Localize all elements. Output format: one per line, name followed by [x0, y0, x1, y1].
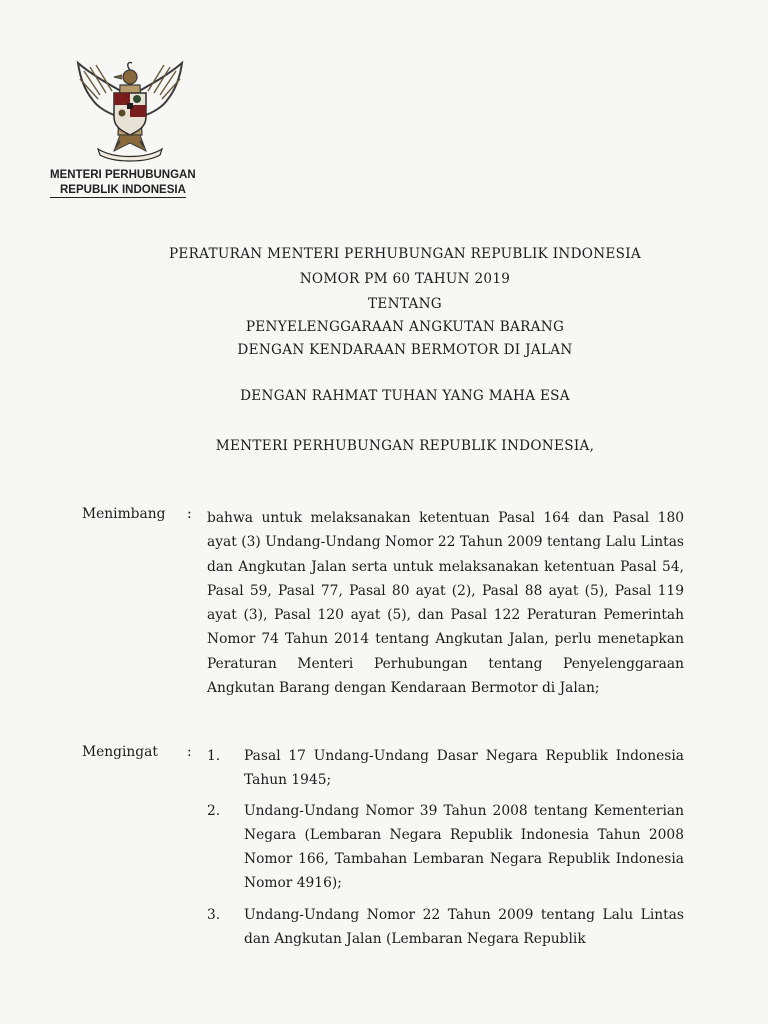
- list-item-text: Undang-Undang Nomor 39 Tahun 2008 tentang Kementerian Negara (Lembaran Negara Republik Indonesia Tahun 2008 Nomor 166, Tambahan Lembaran Negara Republik Indonesia Nomor 4916);: [244, 802, 684, 892]
- regulation-title: PERATURAN MENTERI PERHUBUNGAN REPUBLIK INDONESIA: [168, 246, 642, 262]
- mengingat-colon: :: [187, 744, 192, 760]
- menimbang-label: Menimbang: [82, 506, 166, 522]
- menimbang-colon: :: [187, 506, 192, 522]
- list-item-text: Undang-Undang Nomor 22 Tahun 2009 tentang Lalu Lintas dan Angkutan Jalan (Lembaran Negara Republik: [244, 906, 684, 948]
- garuda-pancasila-emblem: [70, 55, 190, 165]
- regulation-about: TENTANG: [368, 296, 442, 312]
- issuer-line-1: MENTERI PERHUBUNGAN: [50, 169, 196, 181]
- mengingat-list: [207, 744, 684, 951]
- minister-line: MENTERI PERHUBUNGAN REPUBLIK INDONESIA,: [215, 438, 595, 454]
- list-item-number: 1.: [207, 748, 221, 764]
- list-item-number: 2.: [207, 802, 221, 819]
- list-item: [207, 744, 684, 793]
- regulation-subject-2: DENGAN KENDARAAN BERMOTOR DI JALAN: [237, 342, 573, 358]
- emblem-icon: [70, 55, 190, 165]
- regulation-subject-1: PENYELENGGARAAN ANGKUTAN BARANG: [245, 319, 565, 335]
- list-item-text: Pasal 17 Undang-Undang Dasar Negara Republik Indonesia Tahun 1945;: [244, 748, 684, 789]
- regulation-number: NOMOR PM 60 TAHUN 2019: [299, 271, 511, 287]
- issuer-block: [50, 168, 220, 198]
- list-item: [207, 799, 684, 896]
- list-item-number: 3.: [207, 906, 221, 923]
- issuer-line-2: REPUBLIK INDONESIA: [50, 183, 186, 198]
- menimbang-text: bahwa untuk melaksanakan ketentuan Pasal 164 dan Pasal 180 ayat (3) Undang-Undang Nomor 22 Tahun 2009 tentang Lalu Lintas dan Angkutan Jalan serta untuk melaksanakan ketentuan Pasal 54, Pasal 59, Pasal 77, Pasal 80 ayat (2), Pasal 88 ayat (5), Pasal 119 ayat (3), Pasal 120 ayat (5), dan Pasal 122 Peraturan Pemerintah Nomor 74 Tahun 2014 tentang Angkutan Jalan, perlu menetapkan Peraturan Menteri Perhubungan tentang Penyelenggaraan Angkutan Barang dengan Kendaraan Bermotor di Jalan;: [207, 510, 684, 697]
- list-item: [207, 903, 684, 952]
- blessing-line: DENGAN RAHMAT TUHAN YANG MAHA ESA: [240, 388, 570, 404]
- mengingat-label: Mengingat: [82, 744, 158, 760]
